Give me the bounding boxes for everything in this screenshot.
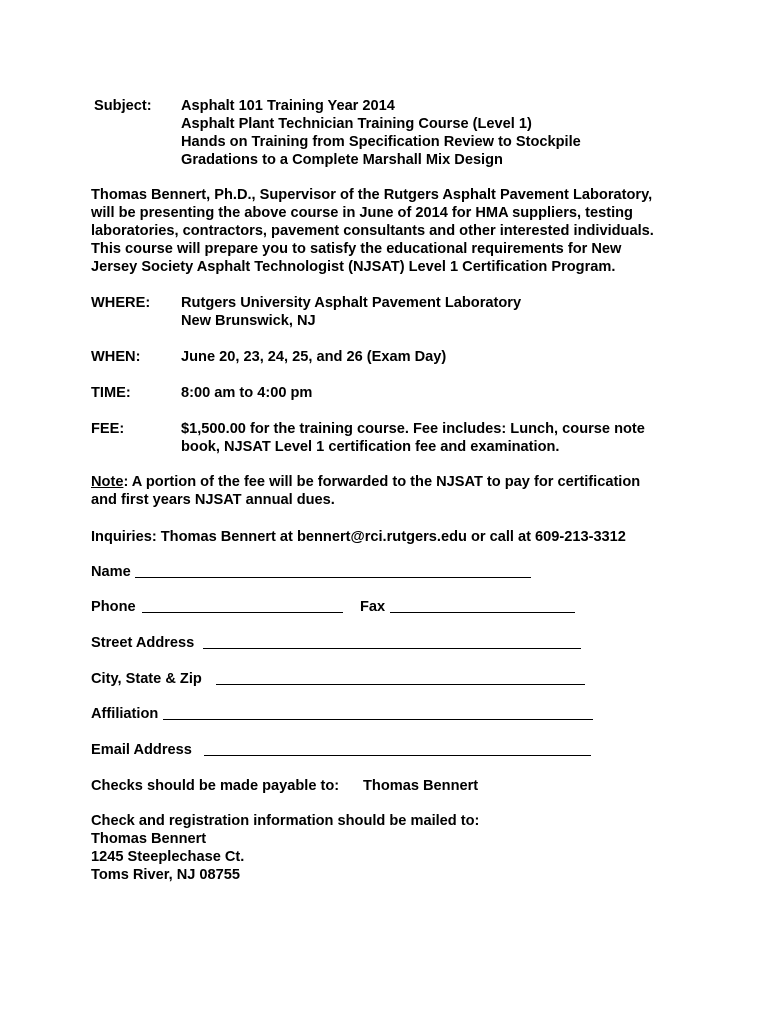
phone-label: Phone: [91, 599, 136, 615]
time-value: 8:00 am to 4:00 pm: [181, 385, 313, 401]
city-state-zip-field[interactable]: [216, 684, 585, 685]
note-line-2: and first years NJSAT annual dues.: [91, 492, 335, 508]
subject-line-3: Hands on Training from Specification Review to Stockpile: [181, 134, 581, 150]
affiliation-label: Affiliation: [91, 706, 159, 722]
street-address-field[interactable]: [203, 648, 581, 649]
time-label: TIME:: [91, 385, 131, 401]
fax-label: Fax: [360, 599, 386, 615]
fee-line-2: book, NJSAT Level 1 certification fee and examination.: [181, 439, 560, 455]
checks-payable-label: Checks should be made payable to:: [91, 778, 340, 794]
mail-street: 1245 Steeplechase Ct.: [91, 849, 245, 865]
city-state-zip-label: City, State & Zip: [91, 671, 202, 687]
intro-line-3: laboratories, contractors, pavement consultants and other interested individuals.: [91, 223, 654, 239]
street-address-label: Street Address: [91, 635, 195, 651]
subject-label: Subject:: [94, 98, 152, 114]
fee-label: FEE:: [91, 421, 125, 437]
inquiries-text: Inquiries: Thomas Bennert at bennert@rci.rutgers.edu or call at 609-213-3312: [91, 529, 626, 545]
where-label: WHERE:: [91, 295, 151, 311]
mailing-address-block: [91, 812, 691, 884]
subject-line-4: Gradations to a Complete Marshall Mix Design: [181, 152, 503, 168]
email-address-label: Email Address: [91, 742, 192, 758]
affiliation-field[interactable]: [163, 719, 593, 720]
where-line-1: Rutgers University Asphalt Pavement Laboratory: [181, 295, 522, 311]
intro-line-5: Jersey Society Asphalt Technologist (NJSAT) Level 1 Certification Program.: [91, 259, 616, 275]
intro-line-2: will be presenting the above course in June of 2014 for HMA suppliers, testing: [91, 205, 633, 221]
checks-payee: Thomas Bennert: [363, 778, 479, 794]
when-value: June 20, 23, 24, 25, and 26 (Exam Day): [181, 349, 447, 365]
when-label: WHEN:: [91, 349, 141, 365]
subject-line-2: Asphalt Plant Technician Training Course (Level 1): [181, 116, 532, 132]
intro-paragraph: [91, 186, 691, 276]
note-paragraph: [91, 473, 691, 509]
phone-field[interactable]: [142, 612, 343, 613]
note-line-1-text: : A portion of the fee will be forwarded to the NJSAT to pay for certification: [123, 474, 641, 490]
intro-line-1: Thomas Bennert, Ph.D., Supervisor of the Rutgers Asphalt Pavement Laboratory,: [91, 187, 653, 203]
mail-name: Thomas Bennert: [91, 831, 207, 847]
subject-line-1: Asphalt 101 Training Year 2014: [181, 98, 395, 114]
mail-city: Toms River, NJ 08755: [91, 867, 240, 883]
note-label: Note: [91, 474, 124, 490]
note-line-1: [91, 473, 691, 491]
fee-line-1: $1,500.00 for the training course. Fee includes: Lunch, course note: [181, 421, 645, 437]
name-label: Name: [91, 564, 131, 580]
where-line-2: New Brunswick, NJ: [181, 313, 316, 329]
mail-heading: Check and registration information should be mailed to:: [91, 813, 480, 829]
fax-field[interactable]: [390, 612, 575, 613]
name-field[interactable]: [135, 577, 531, 578]
intro-line-4: This course will prepare you to satisfy the educational requirements for New: [91, 241, 622, 257]
email-address-field[interactable]: [204, 755, 591, 756]
